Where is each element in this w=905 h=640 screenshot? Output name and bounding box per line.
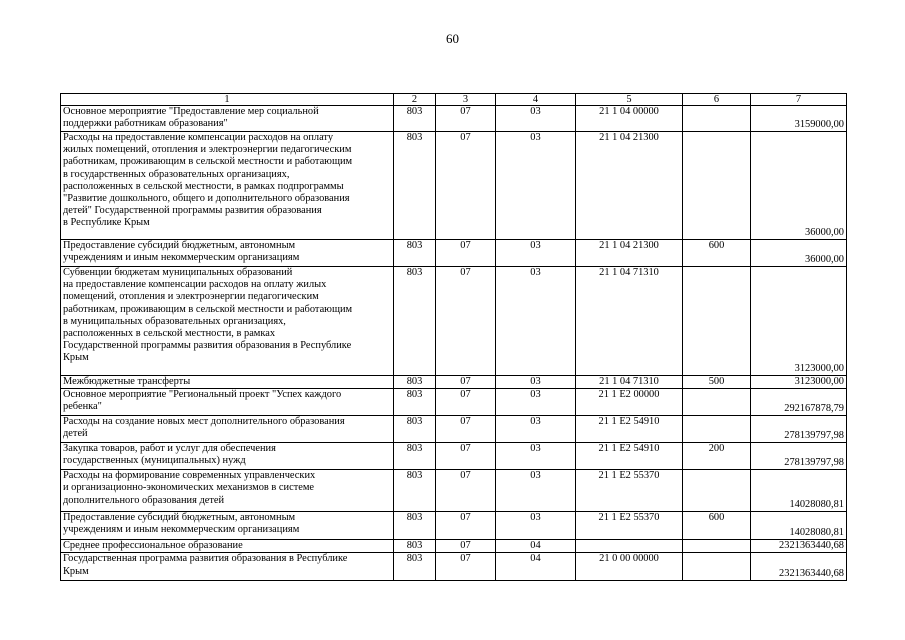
cell-col5: 21 1 04 71310 — [599, 376, 659, 387]
cell-col3: 07 — [460, 443, 471, 455]
cell-col2: 803 — [406, 553, 423, 565]
header-cell-2: 2 — [394, 94, 436, 106]
page-number: 60 — [446, 31, 459, 46]
cell-col4: 03 — [530, 443, 541, 455]
cell-col3: 07 — [460, 553, 471, 565]
cell-col5: 21 1 E2 54910 — [598, 443, 660, 455]
cell-col4: 04 — [530, 553, 541, 565]
cell-amount: 3123000,00 — [794, 376, 844, 387]
cell-col4: 03 — [530, 376, 541, 387]
cell-amount: 3123000,00 — [794, 362, 844, 374]
table-header-row — [61, 94, 847, 106]
cell-amount: 2321363440,68 — [779, 568, 844, 580]
cell-name: Среднее профессиональное образование — [63, 540, 243, 552]
cell-col2: 803 — [406, 132, 423, 143]
table-row — [61, 267, 847, 376]
cell-col2: 803 — [406, 106, 423, 117]
cell-col2: 803 — [406, 540, 423, 552]
cell-amount: 14028080,81 — [789, 527, 844, 538]
cell-col2: 803 — [406, 240, 423, 251]
cell-col5: 21 1 E2 54910 — [598, 416, 660, 428]
cell-col3: 07 — [460, 416, 471, 428]
cell-col4: 03 — [530, 470, 541, 482]
cell-name: Основное мероприятие "Региональный проект "Успех каждого ребенка" — [63, 389, 342, 413]
cell-col5: 21 1 E2 55370 — [598, 512, 660, 524]
cell-col3: 07 — [460, 389, 471, 401]
cell-name: Государственная программа развития образования в Республике Крым — [63, 553, 348, 577]
table-row — [61, 106, 847, 132]
table-row — [61, 540, 847, 553]
header-cell-1: 1 — [61, 94, 394, 106]
cell-col2: 803 — [406, 376, 423, 387]
cell-name: Предоставление субсидий бюджетным, автономным учреждениям и иным некоммерческим организациям — [63, 512, 300, 536]
cell-amount: 14028080,81 — [789, 499, 844, 510]
cell-col5: 21 1 04 71310 — [599, 267, 659, 278]
cell-col2: 803 — [406, 512, 423, 524]
cell-col3: 07 — [460, 512, 471, 524]
cell-col5: 21 1 E2 00000 — [598, 389, 660, 401]
cell-col2: 803 — [406, 443, 423, 455]
header-cell-6: 6 — [683, 94, 751, 106]
cell-amount: 278139797,98 — [784, 430, 844, 441]
cell-col4: 03 — [530, 416, 541, 428]
cell-amount: 3159000,00 — [794, 118, 844, 130]
cell-name: Межбюджетные трансферты — [63, 376, 191, 387]
cell-name: Расходы на формирование современных управленческих и организационно-экономических механизмов в системе дополнительного образования детей — [63, 470, 316, 506]
cell-col2: 803 — [406, 416, 423, 428]
cell-col2: 803 — [406, 389, 423, 401]
header-cell-5: 5 — [576, 94, 683, 106]
cell-amount: 278139797,98 — [784, 457, 844, 468]
cell-name: Расходы на создание новых мест дополнительного образования детей — [63, 416, 345, 440]
header-cell-7: 7 — [751, 94, 847, 106]
cell-col2: 803 — [406, 470, 423, 482]
cell-amount: 292167878,79 — [784, 403, 844, 414]
cell-col4: 03 — [530, 389, 541, 401]
cell-name: Субвенции бюджетам муниципальных образований на предоставление компенсации расходов на оплату жилых помещений, отопления и электроэнергии педагогическим работникам, проживающим в сельской местности и работающим в муниципальных образовательных организациях, расположенных в сельской местности, в рамках Государственной программы развития образования в Республике Крым — [63, 267, 353, 364]
cell-col6: 500 — [708, 376, 725, 387]
cell-col5: 21 1 04 21300 — [599, 240, 659, 251]
table-row — [61, 376, 847, 389]
table-row — [61, 416, 847, 443]
table-row — [61, 132, 847, 240]
cell-col3: 07 — [460, 540, 471, 552]
table-row — [61, 443, 847, 470]
cell-name: Предоставление субсидий бюджетным, автономным учреждениям и иным некоммерческим организациям — [63, 240, 300, 264]
table-row — [61, 240, 847, 267]
cell-col6: 600 — [708, 240, 725, 251]
cell-name: Основное мероприятие "Предоставление мер социальной поддержки работникам образования" — [63, 106, 319, 130]
cell-col4: 03 — [530, 512, 541, 524]
cell-col3: 07 — [460, 240, 471, 251]
cell-name: Расходы на предоставление компенсации расходов на оплату жилых помещений, отопления и электроэнергии педагогическим работникам, проживающим в сельской местности и работающим в государственных образовательных организациях, расположенных в сельской местности, в рамках подпрограммы "Развитие дошкольного, общего и дополнительного образования детей" Государственной программы развития образования в Республике Крым — [63, 132, 353, 229]
cell-col4: 03 — [530, 240, 541, 251]
cell-col6: 200 — [708, 443, 725, 455]
budget-table — [60, 93, 847, 581]
table-row — [61, 512, 847, 540]
table-row — [61, 470, 847, 512]
cell-col2: 803 — [406, 267, 423, 278]
cell-col4: 03 — [530, 106, 541, 117]
cell-col3: 07 — [460, 106, 471, 117]
cell-col4: 04 — [530, 540, 541, 552]
cell-col3: 07 — [460, 470, 471, 482]
cell-col5: 21 1 04 00000 — [599, 106, 659, 117]
cell-col5: 21 0 00 00000 — [599, 553, 659, 565]
cell-amount: 36000,00 — [805, 226, 844, 238]
cell-col4: 03 — [530, 132, 541, 143]
cell-amount: 2321363440,68 — [779, 540, 844, 552]
header-cell-3: 3 — [436, 94, 496, 106]
cell-col3: 07 — [460, 267, 471, 278]
cell-col5: 21 1 04 21300 — [599, 132, 659, 143]
table-row — [61, 389, 847, 416]
table-row — [61, 553, 847, 581]
header-cell-4: 4 — [496, 94, 576, 106]
cell-col4: 03 — [530, 267, 541, 278]
cell-col6: 600 — [708, 512, 725, 524]
cell-col5: 21 1 E2 55370 — [598, 470, 660, 482]
cell-name: Закупка товаров, работ и услуг для обеспечения государственных (муниципальных) нужд — [63, 443, 276, 467]
cell-col3: 07 — [460, 376, 471, 387]
cell-amount: 36000,00 — [805, 253, 844, 265]
cell-col3: 07 — [460, 132, 471, 143]
